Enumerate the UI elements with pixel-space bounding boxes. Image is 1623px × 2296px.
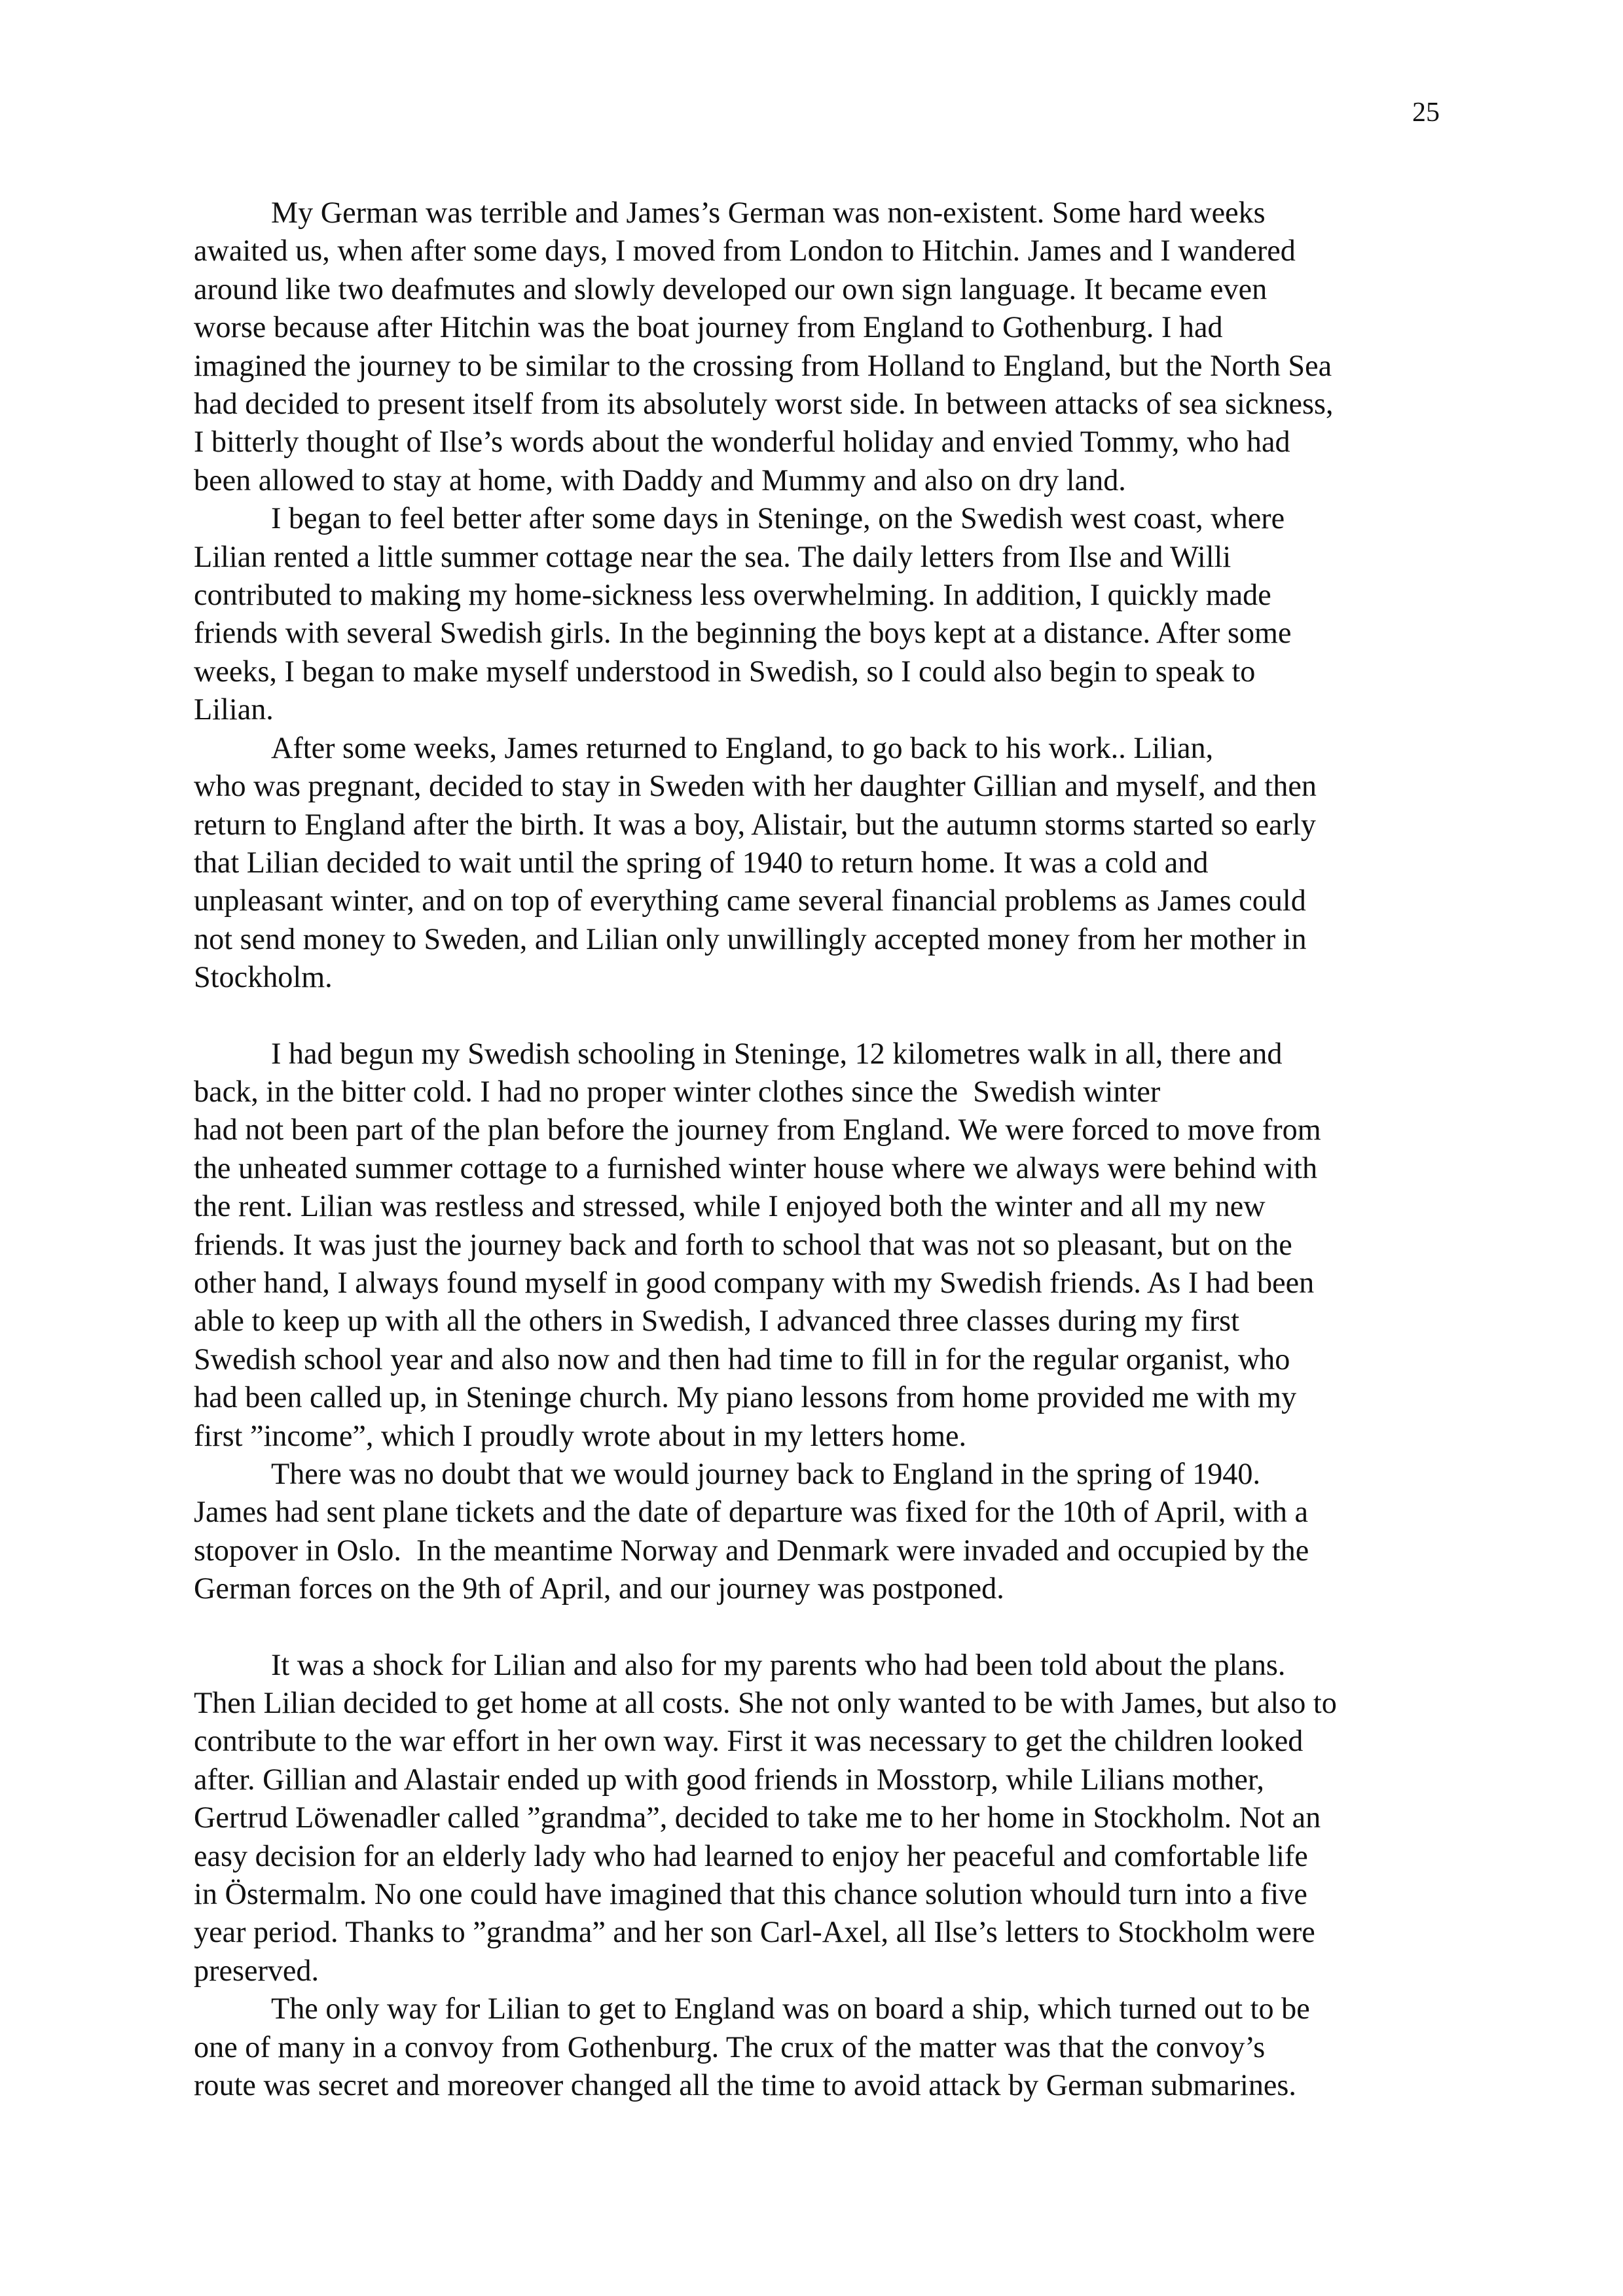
paragraph-gap [194,1608,1443,1646]
text-line: the unheated summer cottage to a furnished winter house where we always were behind with [194,1151,1318,1185]
text-line: after. Gillian and Alastair ended up with good friends in Mosstorp, while Lilians mother, [194,1762,1264,1796]
text-line: not send money to Sweden, and Lilian only unwillingly accepted money from her mother in [194,922,1307,956]
text-line: Stockholm. [194,960,333,994]
text-line: easy decision for an elderly lady who had learned to enjoy her peaceful and comfortable life [194,1839,1308,1873]
body-text [194,194,1443,2105]
text-line: My German was terrible and James’s German was non-existent. Some hard weeks [271,196,1266,229]
text-line: one of many in a convoy from Gothenburg. The crux of the matter was that the convoy’s [194,2030,1266,2064]
text-line: Gertrud Löwenadler called ”grandma”, decided to take me to her home in Stockholm. Not an [194,1801,1321,1835]
text-line: contributed to making my home-sickness less overwhelming. In addition, I quickly made [194,578,1271,612]
text-line: contribute to the war effort in her own way. First it was necessary to get the children looked [194,1724,1304,1758]
text-line: Lilian rented a little summer cottage near the sea. The daily letters from Ilse and Willi [194,539,1231,573]
text-line: first ”income”, which I proudly wrote about in my letters home. [194,1418,967,1452]
text-line: There was no doubt that we would journey back to England in the spring of 1940. [271,1457,1261,1490]
text-line: friends. It was just the journey back and forth to school that was not so pleasant, but on the [194,1227,1292,1261]
text-line: I had begun my Swedish schooling in Steninge, 12 kilometres walk in all, there and [271,1036,1283,1070]
text-line: had been called up, in Steninge church. My piano lessons from home provided me with my [194,1380,1297,1414]
text-line: around like two deafmutes and slowly developed our own sign language. It became even [194,272,1267,306]
text-line: able to keep up with all the others in Swedish, I advanced three classes during my first [194,1304,1239,1338]
page-number: 25 [1412,98,1440,128]
text-line: that Lilian decided to wait until the spring of 1940 to return home. It was a cold and [194,845,1209,879]
paragraph [194,1035,1443,1455]
paragraph-gap [194,997,1443,1035]
text-line: awaited us, when after some days, I moved from London to Hitchin. James and I wandered [194,234,1296,268]
text-line: preserved. [194,1953,319,1987]
text-line: Swedish school year and also now and then had time to fill in for the regular organist, who [194,1342,1290,1376]
text-line: The only way for Lilian to get to England was on board a ship, which turned out to be [271,1992,1310,2026]
text-line: I bitterly thought of Ilse’s words about the wonderful holiday and envied Tommy, who had [194,425,1290,459]
text-line: back, in the bitter cold. I had no proper winter clothes since the Swedish winter [194,1074,1161,1108]
text-line: friends with several Swedish girls. In the beginning the boys kept at a distance. After some [194,616,1292,650]
text-line: Lilian. [194,692,274,726]
text-line: other hand, I always found myself in good company with my Swedish friends. As I had been [194,1265,1315,1299]
text-line: weeks, I began to make myself understood in Swedish, so I could also begin to speak to [194,654,1256,688]
text-line: the rent. Lilian was restless and stressed, while I enjoyed both the winter and all my new [194,1189,1266,1223]
text-line: German forces on the 9th of April, and our journey was postponed. [194,1571,1004,1605]
text-line: route was secret and moreover changed all the time to avoid attack by German submarines. [194,2068,1296,2102]
text-line: had not been part of the plan before the journey from England. We were forced to move from [194,1113,1321,1147]
text-line: After some weeks, James returned to England, to go back to his work.. Lilian, [271,730,1214,764]
paragraph [194,1990,1443,2104]
text-line: imagined the journey to be similar to the crossing from Holland to England, but the North Sea [194,348,1332,382]
text-line: who was pregnant, decided to stay in Sweden with her daughter Gillian and myself, and then [194,769,1317,803]
paragraph [194,499,1443,728]
text-line: unpleasant winter, and on top of everything came several financial problems as James could [194,884,1306,918]
text-line: It was a shock for Lilian and also for my parents who had been told about the plans. [271,1647,1286,1681]
paragraph [194,1455,1443,1608]
text-line: had decided to present itself from its absolutely worst side. In between attacks of sea sickness, [194,387,1334,421]
paragraph [194,1646,1443,1990]
paragraph [194,194,1443,499]
text-line: stopover in Oslo. In the meantime Norway and Denmark were invaded and occupied by the [194,1533,1309,1567]
text-line: in Östermalm. No one could have imagined that this chance solution whould turn into a five [194,1877,1307,1911]
text-line: return to England after the birth. It was a boy, Alistair, but the autumn storms started so early [194,807,1316,841]
text-line: worse because after Hitchin was the boat journey from England to Gothenburg. I had [194,310,1223,344]
text-line: Then Lilian decided to get home at all costs. She not only wanted to be with James, but also to [194,1686,1337,1720]
text-line: I began to feel better after some days in Steninge, on the Swedish west coast, where [271,501,1285,535]
text-line: James had sent plane tickets and the date of departure was fixed for the 10th of April, with a [194,1495,1308,1529]
text-line: year period. Thanks to ”grandma” and her son Carl-Axel, all Ilse’s letters to Stockholm were [194,1915,1315,1949]
text-line: been allowed to stay at home, with Daddy and Mummy and also on dry land. [194,463,1126,497]
paragraph [194,729,1443,997]
